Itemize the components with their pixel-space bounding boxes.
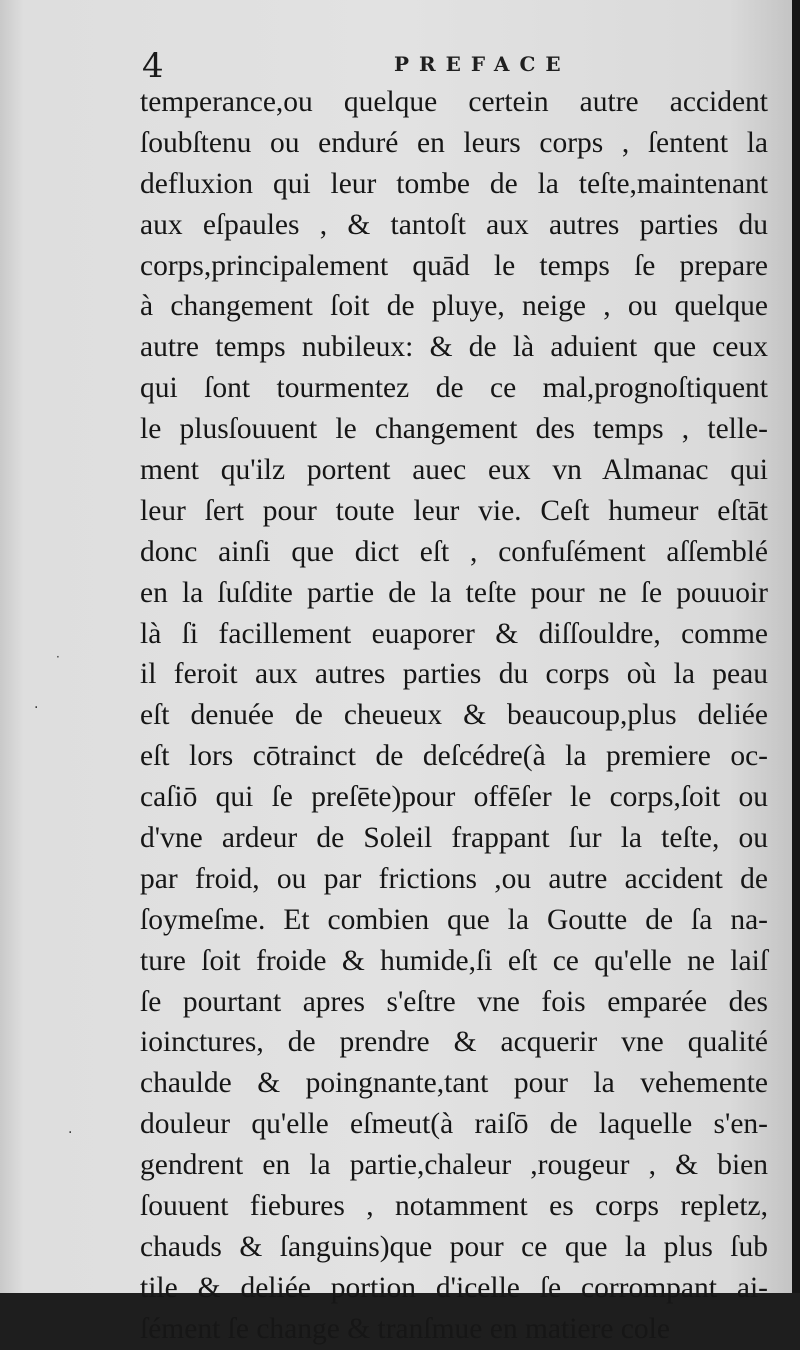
text-line: ſouuent fiebures , notamment es corps repletz, bbox=[140, 1190, 768, 1223]
text-line: corps,principalement quād le temps ſe prepare bbox=[140, 249, 768, 282]
text-line: ture ſoit froide & humide,ſi eſt ce qu'elle ne laiſ bbox=[140, 944, 768, 977]
scan-edge bbox=[792, 0, 800, 1293]
text-line: par froid, ou par frictions ,ou autre accident de bbox=[140, 862, 768, 895]
page-header bbox=[140, 46, 762, 86]
text-line: eſt denuée de cheueux & beaucoup,plus deliée bbox=[140, 699, 768, 732]
text-line: gendrent en la partie,chaleur ,rougeur , & bien bbox=[140, 1149, 768, 1182]
page-number: 4 bbox=[142, 46, 164, 86]
text-line: ment qu'ilz portent auec eux vn Almanac qui bbox=[140, 454, 768, 487]
text-line: ſe pourtant apres s'eſtre vne fois emparée des bbox=[140, 985, 768, 1018]
text-line: qui ſont tourmentez de ce mal,prognoſtiquent bbox=[140, 372, 768, 405]
text-line: leur ſert pour toute leur vie. Ceſt humeur eſtāt bbox=[140, 494, 768, 527]
speck-mark: · bbox=[34, 700, 39, 716]
speck-mark: · bbox=[56, 650, 60, 664]
text-line: caſiō qui ſe preſēte)pour offēſer le corps,ſoit ou bbox=[140, 781, 768, 814]
text-line: autre temps nubileux: & de là aduient que ceux bbox=[140, 331, 768, 364]
text-line: ſoubſtenu ou enduré en leurs corps , ſentent la bbox=[140, 126, 768, 159]
body-text bbox=[140, 82, 768, 1350]
text-line: ioinctures, de prendre & acquerir vne qualité bbox=[140, 1026, 768, 1059]
text-line: d'vne ardeur de Soleil frappant ſur la teſte, ou bbox=[140, 822, 768, 855]
text-line: à changement ſoit de pluye, neige , ou quelque bbox=[140, 290, 768, 323]
text-line: eſt lors cōtrainct de deſcédre(à la premiere oc- bbox=[140, 740, 768, 773]
text-line: temperance,ou quelque certein autre accident bbox=[140, 86, 768, 118]
text-line: en la ſuſdite partie de la teſte pour ne ſe pouuoir bbox=[140, 576, 768, 609]
text-line: chaulde & poingnante,tant pour la vehemente bbox=[140, 1067, 768, 1100]
text-line: defluxion qui leur tombe de la teſte,maintenant bbox=[140, 167, 768, 200]
text-line: tile & deliée portion d'icelle ſe corrompant ai- bbox=[140, 1271, 768, 1304]
text-line: donc ainſi que dict eſt , confuſément aſſemblé bbox=[140, 535, 768, 568]
text-line: aux eſpaules , & tantoſt aux autres parties du bbox=[140, 208, 768, 241]
running-head: PREFACE bbox=[394, 52, 571, 76]
text-line: il feroit aux autres parties du corps où la peau bbox=[140, 658, 768, 691]
text-line: chauds & ſanguins)que pour ce que la plus ſub bbox=[140, 1230, 768, 1263]
text-line: là ſi facillement euaporer & diſſouldre, comme bbox=[140, 617, 768, 650]
text-line: le plusſouuent le changement des temps , telle- bbox=[140, 413, 768, 446]
text-line: douleur qu'elle eſmeut(à raiſō de laquelle s'en- bbox=[140, 1108, 768, 1141]
text-line: ſoymeſme. Et combien que la Goutte de ſa na- bbox=[140, 903, 768, 936]
speck-mark: · bbox=[68, 1125, 73, 1141]
text-line: ſément ſe change & tranſmue en matiere cole bbox=[140, 1312, 670, 1345]
